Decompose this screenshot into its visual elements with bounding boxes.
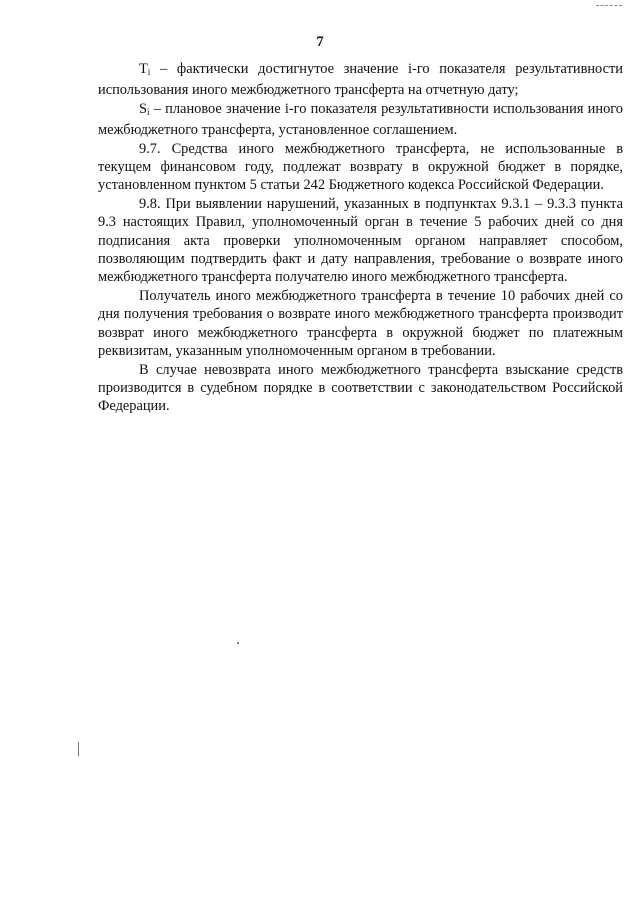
definition-ti — [98, 60, 623, 100]
paragraph-9-7: 9.7. Средства иного межбюджетного трансферта, не использованные в текущем финансовом году, подлежат возврату в окружной бюджет в порядке, установленном пунктом 5 статьи 242 Бюджетного кодекса Российской Федерации. — [98, 140, 623, 194]
paragraph-9-8: 9.8. При выявлении нарушений, указанных в подпунктах 9.3.1 – 9.3.3 пункта 9.3 настоящих Правил, уполномоченный орган в течение 5 рабочих дней со дня подписания акта проверки уполномоченным органом направляет способом, позволяющим подтвердить факт и дату направления, требование о возврате иного межбюджетного трансферта получателю иного межбюджетного трансферта. — [98, 195, 623, 286]
definition-si — [98, 100, 623, 140]
page-number: 7 — [316, 34, 324, 50]
scan-artifact-top — [596, 0, 622, 6]
subscript-i: i — [147, 67, 151, 77]
paragraph-court-recovery: В случае невозврата иного межбюджетного трансферта взыскание средств производится в судебном порядке в соответствии с законодательством Российской Федерации. — [98, 361, 623, 415]
definition-ti-text: – фактически достигнутое значение i-го показателя результативности использования иного межбюджетного трансферта на отчетную дату; — [98, 61, 623, 99]
paragraph-return-procedure: Получатель иного межбюджетного трансферта в течение 10 рабочих дней со дня получения требования о возврате иного межбюджетного трансферта производит возврат иного межбюджетного трансферта в окружной бюджет по платежным реквизитам, указанным уполномоченным органом в требовании. — [98, 287, 623, 360]
scan-speck — [237, 642, 239, 644]
symbol-t: T — [139, 61, 148, 77]
subscript-i: i — [147, 106, 150, 117]
symbol-s: S — [139, 100, 148, 117]
document-body — [98, 60, 623, 416]
definition-si-text: – плановое значение i-го показателя результативности использования иного межбюджетного трансферта, установленное соглашением. — [98, 100, 623, 139]
scan-margin-mark — [78, 742, 79, 756]
